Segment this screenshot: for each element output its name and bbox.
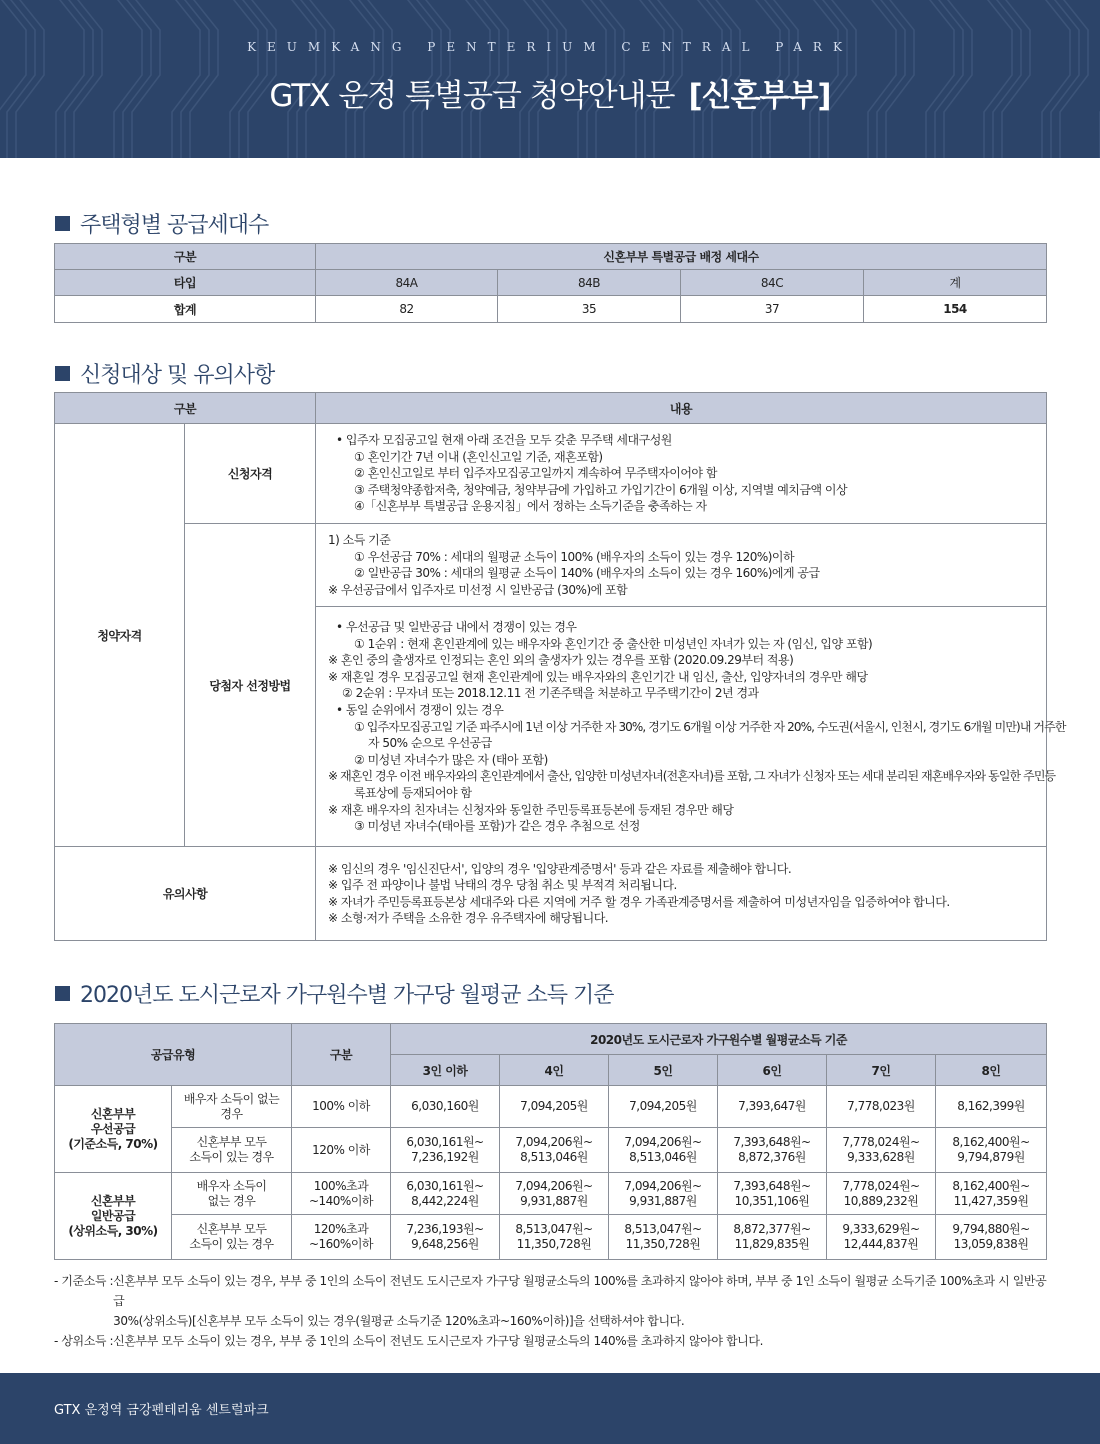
income-value-line: 7,094,205원 <box>520 1099 588 1113</box>
group-name-line: (기준소득, 70%) <box>68 1136 158 1151</box>
group-name-line: 신혼부부 <box>90 1193 136 1208</box>
note-row <box>54 1271 1054 1331</box>
income-value-line: 7,778,024원~ <box>842 1135 920 1149</box>
income-value <box>609 1173 718 1215</box>
income-value <box>500 1215 609 1260</box>
income-value-line: 8,162,400원~ <box>952 1178 1030 1193</box>
square-bullet-icon <box>55 986 70 1001</box>
income-value-line: 8,442,224원 <box>411 1193 479 1208</box>
income-value <box>500 1128 609 1173</box>
page-title-text: GTX 운정 특별공급 청약안내문 <box>269 78 675 114</box>
income-row <box>55 1173 1047 1215</box>
content-line: ※ 입주 전 파양이나 불법 낙태의 경우 당첨 취소 및 부적격 처리됩니다. <box>328 878 677 893</box>
section-title-text: 신청대상 및 유의사항 <box>80 363 275 388</box>
content-line: • 동일 순위에서 경쟁이 있는 경우 <box>336 702 504 717</box>
income-value <box>827 1215 936 1260</box>
income-value-line: 7,393,648원~ <box>733 1135 811 1149</box>
income-value <box>391 1128 500 1173</box>
content-line: ④「신혼부부 특별공급 운용지침」에서 정하는 소득기준을 충족하는 자 <box>354 499 707 514</box>
sub-type <box>172 1086 292 1128</box>
income-value-line: 9,931,887원 <box>520 1193 588 1208</box>
income-value-line: 7,094,205원 <box>629 1099 697 1113</box>
col-label: 구분 <box>55 393 316 424</box>
income-value-line: 6,030,160원 <box>411 1099 479 1113</box>
square-bullet-icon <box>55 366 70 381</box>
income-table <box>54 1023 1047 1260</box>
group-name-line: 신혼부부 <box>90 1106 136 1121</box>
sub-type-line: 배우자 소득이 <box>196 1178 267 1193</box>
total-84c: 37 <box>681 296 864 323</box>
income-value-line: 11,829,835원 <box>734 1237 810 1251</box>
footer-text: GTX 운정역 금강펜테리움 센트럴파크 <box>54 1403 269 1418</box>
group-name-line: 일반공급 <box>90 1208 136 1223</box>
income-value <box>500 1086 609 1128</box>
notice-content <box>316 847 1047 941</box>
income-value-line: 9,794,879원 <box>957 1150 1025 1164</box>
content-line: ② 2순위 : 무자녀 또는 2018.12.11 전 기존주택을 처분하고 무주택기간이 2년 경과 <box>342 686 759 701</box>
sub-type-line: 소득이 있는 경우 <box>189 1150 274 1164</box>
income-range <box>292 1215 391 1260</box>
content-line: ① 1순위 : 현재 혼인관계에 있는 배우자와 혼인기간 중 출산한 미성년인 자녀가 있는 자 (임신, 입양 포함) <box>354 636 873 651</box>
content-line: ※ 자녀가 주민등록표등본상 세대주와 다른 지역에 거주 할 경우 가족관계증명서를 제출하여 미성년자임을 입증하여야 합니다. <box>328 894 950 909</box>
income-value-line: 8,872,377원~ <box>733 1222 811 1236</box>
income-value-line: 8,872,376원 <box>738 1150 806 1164</box>
col-label: 구분 <box>292 1024 391 1086</box>
income-value-line: 11,350,728원 <box>516 1237 592 1251</box>
section-title-eligibility <box>55 358 274 389</box>
supply-group-name <box>55 1173 172 1260</box>
size-header: 3인 이하 <box>391 1055 500 1086</box>
income-value <box>718 1215 827 1260</box>
sub-type-line: 경우 <box>220 1106 243 1121</box>
income-value-line: 8,162,400원~ <box>952 1135 1030 1149</box>
income-value-line: 7,778,024원~ <box>842 1178 920 1193</box>
method-content <box>316 607 1066 847</box>
size-header: 7인 <box>827 1055 936 1086</box>
size-header: 8인 <box>936 1055 1047 1086</box>
income-range-line: 100% 이하 <box>312 1099 370 1113</box>
content-line: ② 미성년 자녀수가 많은 자 (태아 포함) <box>354 752 548 767</box>
note-label: - 상위소득 : <box>54 1334 114 1348</box>
total-sum: 154 <box>864 296 1047 323</box>
income-value <box>609 1086 718 1128</box>
income-value-line: 7,393,648원~ <box>733 1178 811 1193</box>
income-range <box>292 1173 391 1215</box>
type-label: 타입 <box>55 270 316 296</box>
group-header: 신혼부부 특별공급 배정 세대수 <box>316 244 1047 270</box>
income-value <box>391 1215 500 1260</box>
sub-type <box>172 1215 292 1260</box>
income-value <box>936 1215 1047 1260</box>
income-value <box>936 1128 1047 1173</box>
income-value-line: 8,513,046원 <box>629 1150 697 1164</box>
supply-type-header: 공급유형 <box>55 1024 292 1086</box>
income-value-line: 7,393,647원 <box>738 1099 806 1113</box>
income-row <box>55 1086 1047 1128</box>
note-text <box>113 1271 1054 1331</box>
sub-type-line: 없는 경우 <box>207 1193 256 1208</box>
page-title-bold: [신혼부부] <box>688 78 831 114</box>
income-value-line: 7,094,206원~ <box>624 1135 702 1149</box>
sub-type <box>172 1128 292 1173</box>
type-84c: 84C <box>681 270 864 296</box>
income-value-line: 12,444,837원 <box>843 1237 919 1251</box>
col-label: 구분 <box>55 244 316 270</box>
content-line: 록표상에 등재되어야 함 <box>354 785 472 800</box>
size-header: 5인 <box>609 1055 718 1086</box>
content-line: ※ 재혼일 경우 모집공고일 현재 혼인관계에 있는 배우자와의 혼인기간 내 임신, 출산, 입양자녀의 경우만 해당 <box>328 669 868 684</box>
income-table-body <box>55 1086 1047 1260</box>
section-title-income <box>55 978 614 1009</box>
income-value <box>718 1086 827 1128</box>
note-line: 30%(상위소득)[신혼부부 모두 소득이 있는 경우(월평균 소득기준 120%초과~160%이하)]을 선택하셔야 합니다. <box>113 1314 685 1328</box>
income-value-line: 8,162,399원 <box>957 1099 1025 1113</box>
sub-type-line: 배우자 소득이 없는 <box>183 1091 280 1106</box>
group-name-line: (상위소득, 30%) <box>68 1223 158 1238</box>
type-84a: 84A <box>316 270 498 296</box>
income-value <box>827 1086 936 1128</box>
note-row <box>54 1331 1054 1351</box>
content-line: ※ 우선공급에서 입주자로 미선정 시 일반공급 (30%)에 포함 <box>328 582 628 597</box>
content-line: ① 혼인기간 7년 이내 (혼인신고일 기준, 재혼포함) <box>354 449 603 464</box>
income-value <box>718 1173 827 1215</box>
note-text <box>113 1331 763 1351</box>
content-line: ※ 재혼 배우자의 친자녀는 신청자와 동일한 주민등록표등본에 등재된 경우만 해당 <box>328 802 734 817</box>
supply-table <box>54 243 1047 323</box>
income-value <box>827 1128 936 1173</box>
size-header: 4인 <box>500 1055 609 1086</box>
supply-group-name <box>55 1086 172 1173</box>
income-value-line: 7,778,023원 <box>847 1099 915 1113</box>
total-84b: 35 <box>498 296 681 323</box>
income-range <box>292 1086 391 1128</box>
total-label: 합계 <box>55 296 316 323</box>
square-bullet-icon <box>55 216 70 231</box>
income-value-line: 6,030,161원~ <box>406 1135 484 1149</box>
content-line: • 우선공급 및 일반공급 내에서 경쟁이 있는 경우 <box>336 619 577 634</box>
group-qualification: 청약자격 <box>55 424 185 847</box>
income-value-line: 9,333,629원~ <box>842 1222 920 1236</box>
content-line: ② 일반공급 30% : 세대의 월평균 소득이 140% (배우자의 소득이 있는 경우 160%)에게 공급 <box>354 566 820 581</box>
content-line: ② 혼인신고일로 부터 입주자모집공고일까지 계속하여 무주택자이어야 함 <box>354 466 717 481</box>
sub-type-line: 신혼부부 모두 <box>196 1222 267 1236</box>
content-line: ① 우선공급 70% : 세대의 월평균 소득이 100% (배우자의 소득이 있는 경우 120%)이하 <box>354 549 795 564</box>
income-row <box>55 1215 1047 1260</box>
sub-type <box>172 1173 292 1215</box>
income-value-line: 9,648,256원 <box>411 1237 479 1251</box>
note-label: - 기준소득 : <box>54 1274 114 1288</box>
sub-type-line: 신혼부부 모두 <box>196 1135 267 1149</box>
income-content <box>316 523 1047 606</box>
income-value <box>500 1173 609 1215</box>
income-value <box>827 1173 936 1215</box>
content-line: ※ 혼인 중의 출생자로 인정되는 혼인 외의 출생자가 있는 경우를 포함 (2020.09.29부터 적용) <box>328 653 794 668</box>
income-value-line: 8,513,047원~ <box>515 1222 593 1236</box>
income-value-line: 11,350,728원 <box>625 1237 701 1251</box>
income-range-line: 120% 이하 <box>312 1142 370 1157</box>
income-value-line: 7,094,206원~ <box>624 1178 702 1193</box>
size-header: 6인 <box>718 1055 827 1086</box>
income-value-line: 9,794,880원~ <box>952 1222 1030 1236</box>
income-value-line: 7,094,206원~ <box>515 1178 593 1193</box>
income-range-line: ~160%이하 <box>308 1237 374 1251</box>
content-line: 1) 소득 기준 <box>328 532 391 547</box>
type-row <box>55 270 1047 296</box>
total-row <box>55 296 1047 323</box>
income-value-line: 8,513,046원 <box>520 1150 588 1164</box>
income-value <box>391 1173 500 1215</box>
col-content: 내용 <box>316 393 1047 424</box>
income-value <box>936 1086 1047 1128</box>
section-title-text: 주택형별 공급세대수 <box>80 213 269 238</box>
income-value <box>718 1128 827 1173</box>
content-line: ③ 주택청약종합저축, 청약예금, 청약부금에 가입하고 가입기간이 6개월 이상, 지역별 예치금액 이상 <box>354 482 848 497</box>
content-line: ※ 임신의 경우 '임신진단서', 입양의 경우 '입양관계증명서' 등과 같은 자료를 제출해야 합니다. <box>328 861 792 876</box>
income-value-line: 9,931,887원 <box>629 1193 697 1208</box>
type-total: 계 <box>864 270 1047 296</box>
content-line: 자 50% 순으로 우선공급 <box>368 736 492 751</box>
page-footer <box>0 1373 1100 1444</box>
type-84b: 84B <box>498 270 681 296</box>
qualification-label: 신청자격 <box>185 424 316 524</box>
income-row <box>55 1128 1047 1173</box>
section-title-supply <box>55 208 268 239</box>
content-line: ① 입주자모집공고일 기준 파주시에 1년 이상 거주한 자 30%, 경기도 6개월 이상 거주한 자 20%, 수도권(서울시, 인천시, 경기도 6개월 미만)내 거주한 <box>354 719 1066 734</box>
income-value-line: 10,351,106원 <box>734 1193 810 1208</box>
income-value <box>936 1173 1047 1215</box>
content-line: ※ 소형·저가 주택을 소유한 경우 유주택자에 해당됩니다. <box>328 911 609 926</box>
income-value-line: 7,236,193원~ <box>406 1222 484 1236</box>
income-value-line: 7,236,192원 <box>411 1150 479 1164</box>
brand-name: KEUMKANG PENTERIUM CENTRAL PARK <box>247 40 853 54</box>
page-header <box>0 0 1100 158</box>
qualification-content <box>316 424 1047 524</box>
income-value-line: 7,094,206원~ <box>515 1135 593 1149</box>
income-range <box>292 1128 391 1173</box>
income-value <box>391 1086 500 1128</box>
income-value-line: 9,333,628원 <box>847 1150 915 1164</box>
income-value-line: 13,059,838원 <box>953 1237 1029 1251</box>
income-value <box>609 1215 718 1260</box>
note-line: 신혼부부 모두 소득이 있는 경우, 부부 중 1인의 소득이 전년도 도시근로자 가구당 월평균소득의 140%를 초과하지 않아야 합니다. <box>113 1334 763 1348</box>
sub-type-line: 소득이 있는 경우 <box>189 1237 274 1251</box>
group-name-line: 우선공급 <box>90 1121 136 1136</box>
page-title <box>0 70 1100 115</box>
total-84a: 82 <box>316 296 498 323</box>
income-range-line: 120%초과 <box>313 1222 369 1236</box>
income-value-line: 6,030,161원~ <box>406 1178 484 1193</box>
method-label: 당첨자 선정방법 <box>185 523 316 846</box>
content-line: ③ 미성년 자녀수(태아를 포함)가 같은 경우 추첨으로 선정 <box>354 819 640 834</box>
income-range-line: ~140%이하 <box>308 1193 374 1208</box>
income-value-line: 8,513,047원~ <box>624 1222 702 1236</box>
content-line: • 입주자 모집공고일 현재 아래 조건을 모두 갖춘 무주택 세대구성원 <box>336 433 672 447</box>
content-line: ※ 재혼인 경우 이전 배우자와의 혼인관계에서 출산, 입양한 미성년자녀(전혼자녀)를 포함, 그 자녀가 신청자 또는 세대 분리된 재혼배우자와 동일한 주민등 <box>328 769 1056 784</box>
income-value-line: 10,889,232원 <box>843 1193 919 1208</box>
income-range-line: 100%초과 <box>313 1178 369 1193</box>
section-title-text: 2020년도 도시근로자 가구원수별 가구당 월평균 소득 기준 <box>80 983 614 1008</box>
income-value <box>609 1128 718 1173</box>
group-header: 2020년도 도시근로자 가구원수별 월평균소득 기준 <box>391 1024 1047 1055</box>
notice-label: 유의사항 <box>55 847 316 941</box>
income-value-line: 11,427,359원 <box>953 1193 1029 1208</box>
income-notes <box>54 1271 1054 1351</box>
note-line: 신혼부부 모두 소득이 있는 경우, 부부 중 1인의 소득이 전년도 도시근로자 가구당 월평균소득의 100%를 초과하지 않아야 하며, 부부 중 1인 소득이 월평균 소득기준 100%초과 시 일반공급 <box>113 1274 1047 1308</box>
eligibility-table <box>54 392 1066 941</box>
